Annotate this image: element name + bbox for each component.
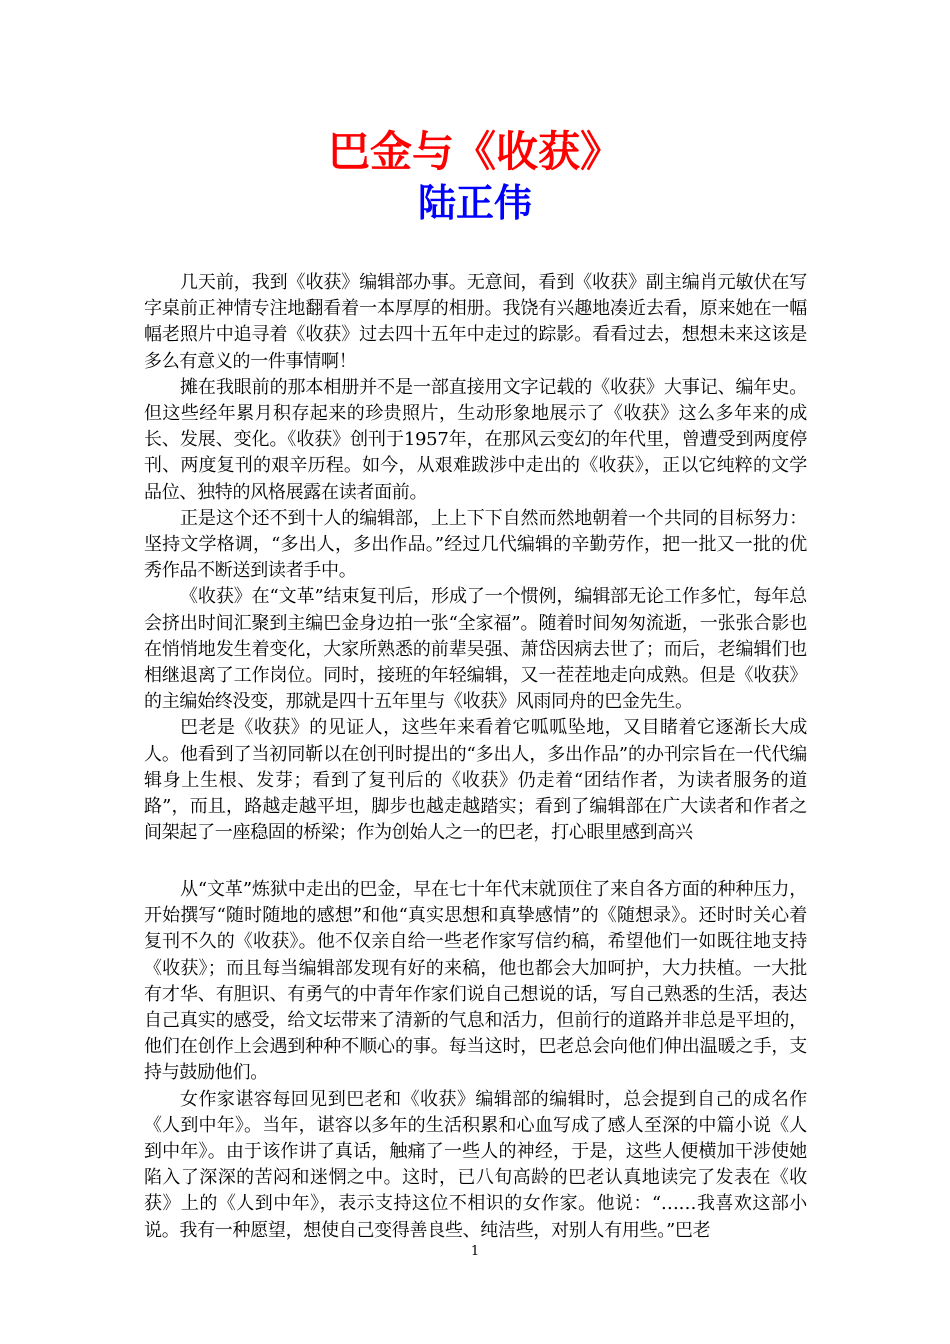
paragraph: 正是这个还不到十人的编辑部，上上下下自然而然地朝着一个共同的目标努力：坚持文学格调，“多出人，多出作品。”经过几代编辑的辛勤劳作，把一批又一批的优秀作品不断送到读者手中。 [144, 507, 807, 582]
document-title: 巴金与《收获》 [327, 127, 622, 176]
paragraph: 巴老是《收获》的见证人，这些年来看着它呱呱坠地，又目睹着它逐渐长大成人。他看到了当初同靳以在创刊时提出的“多出人，多出作品”的办刊宗旨在一代代编辑身上生根、发芽；看到了复刊后的《收获》仍走着“团结作者，为读者服务的道路”，而且，路越走越平坦，脚步也越走越踏实；看到了编辑部在广大读者和作者之间架起了一座稳固的桥梁；作为创始人之一的巴老，打心眼里感到高兴 [144, 717, 807, 844]
paragraph: 女作家谌容每回见到巴老和《收获》编辑部的编辑时，总会提到自己的成名作《人到中年》。当年，谌容以多年的生活积累和心血写成了感人至深的中篇小说《人到中年》。由于该作讲了真话，触痛了一些人的神经，于是，这些人便横加干涉使她陷入了深深的苦闷和迷惘之中。这时，已八旬高龄的巴老认真地读完了发表在《收获》上的《人到中年》，表示支持这位不相识的女作家。他说：“……我喜欢这部小说。我有一种愿望，想使自己变得善良些、纯洁些，对别人有用些。”巴老 [144, 1088, 807, 1241]
paragraph: 摊在我眼前的那本相册并不是一部直接用文字记载的《收获》大事记、编年史。但这些经年累月积存起来的珍贵照片，生动形象地展示了《收获》这么多年来的成长、发展、变化。《收获》创刊于1957年，在那风云变幻的年代里，曾遭受到两度停刊、两度复刊的艰辛历程。如今，从艰难跋涉中走出的《收获》，正以它纯粹的文学品位、独特的风格展露在读者面前。 [144, 376, 807, 503]
paragraph: 几天前，我到《收获》编辑部办事。无意间，看到《收获》副主编肖元敏伏在写字桌前正神情专注地翻看着一本厚厚的相册。我饶有兴趣地凑近去看，原来她在一幅幅老照片中追寻着《收获》过去四十五年中走过的踪影。看看过去，想想未来这该是多么有意义的一件事情啊！ [144, 272, 807, 372]
document-author: 陆正伟 [417, 181, 532, 225]
paragraph: 《收获》在“文革”结束复刊后，形成了一个惯例，编辑部无论工作多忙，每年总会挤出时间汇聚到主编巴金身边拍一张“全家福”。随着时间匆匆流逝，一张张合影也在悄悄地发生着变化，大家所熟悉的前辈吴强、萧岱因病去世了；而后，老编辑们也相继退离了工作岗位。同时，接班的年轻编辑，又一茬茬地走向成熟。但是《收获》的主编始终没变，那就是四十五年里与《收获》风雨同舟的巴金先生。 [144, 586, 807, 713]
body-text-top [144, 270, 807, 846]
page-number: 1 [470, 1244, 480, 1259]
paragraph: 从“文革”炼狱中走出的巴金，早在七十年代末就顶住了来自各方面的种种压力，开始撰写“随时随地的感想”和他“真实思想和真挚感情”的《随想录》。还时时关心着复刊不久的《收获》。他不仅亲自给一些老作家写信约稿，希望他们一如既往地支持《收获》；而且每当编辑部发现有好的来稿，他也都会大加呵护，大力扶植。一大批有才华、有胆识、有勇气的中青年作家们说自己想说的话，写自己熟悉的生活，表达自己真实的感受，给文坛带来了清新的气息和活力，但前行的道路并非总是平坦的，他们在创作上会遇到种种不顺心的事。每当这时，巴老总会向他们伸出温暖之手，支持与鼓励他们。 [144, 879, 807, 1084]
body-text-bottom [144, 877, 807, 1244]
